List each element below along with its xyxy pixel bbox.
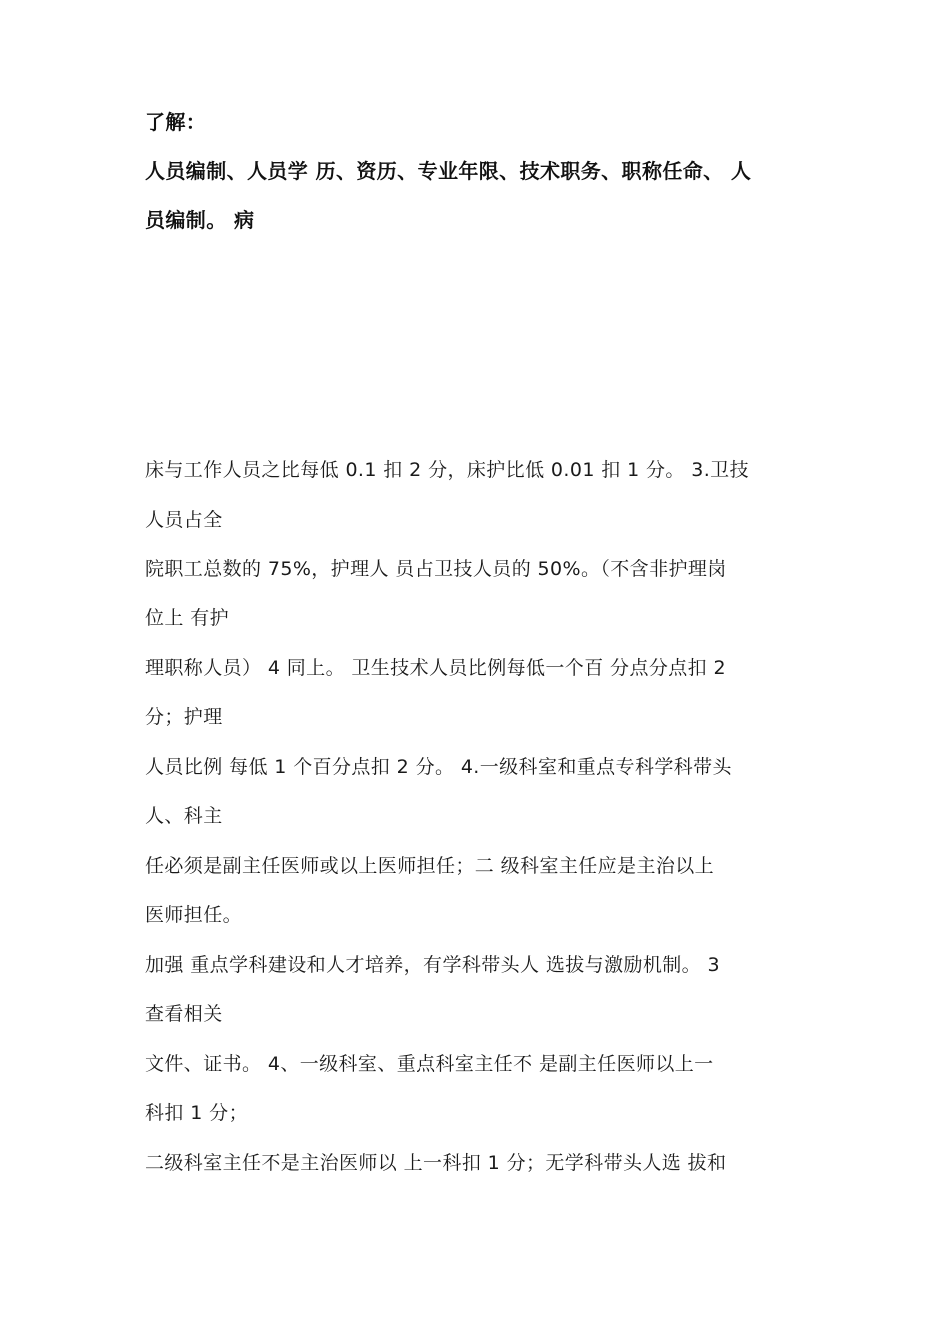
body-line-8: 人、科主 bbox=[145, 805, 223, 827]
heading-line-1: 了解： bbox=[145, 110, 207, 134]
body-line-4: 位上 有护 bbox=[145, 607, 230, 629]
body-line-2: 人员占全 bbox=[145, 509, 223, 531]
body-line-11: 加强 重点学科建设和人才培养，有学科带头人 选拔与激励机制。 3 bbox=[145, 954, 721, 976]
heading-line-3: 员编制。 病 bbox=[145, 208, 255, 232]
body-line-10: 医师担任。 bbox=[145, 904, 243, 926]
body-line-1: 床与工作人员之比每低 0.1 扣 2 分，床护比低 0.01 扣 1 分。 3.卫技 bbox=[145, 459, 749, 481]
heading-line-2: 人员编制、人员学 历、资历、专业年限、技术职务、职称任命、 人 bbox=[145, 159, 752, 183]
body-line-13: 文件、证书。 4、一级科室、重点科室主任不 是副主任医师以上一 bbox=[145, 1053, 714, 1075]
body-line-15: 二级科室主任不是主治医师以 上一科扣 1 分；无学科带头人选 拔和 bbox=[145, 1152, 727, 1174]
body-line-3: 院职工总数的 75%，护理人 员占卫技人员的 50%。（不含非护理岗 bbox=[145, 558, 727, 580]
body-line-14: 科扣 1 分； bbox=[145, 1102, 248, 1124]
body-line-7: 人员比例 每低 1 个百分点扣 2 分。 4.一级科室和重点专科学科带头 bbox=[145, 756, 732, 778]
body-line-12: 查看相关 bbox=[145, 1003, 223, 1025]
body-line-9: 任必须是副主任医师或以上医师担任；二 级科室主任应是主治以上 bbox=[145, 855, 715, 877]
body-line-5: 理职称人员） 4 同上。 卫生技术人员比例每低一个百 分点分点扣 2 bbox=[145, 657, 726, 679]
body-line-6: 分；护理 bbox=[145, 706, 223, 728]
